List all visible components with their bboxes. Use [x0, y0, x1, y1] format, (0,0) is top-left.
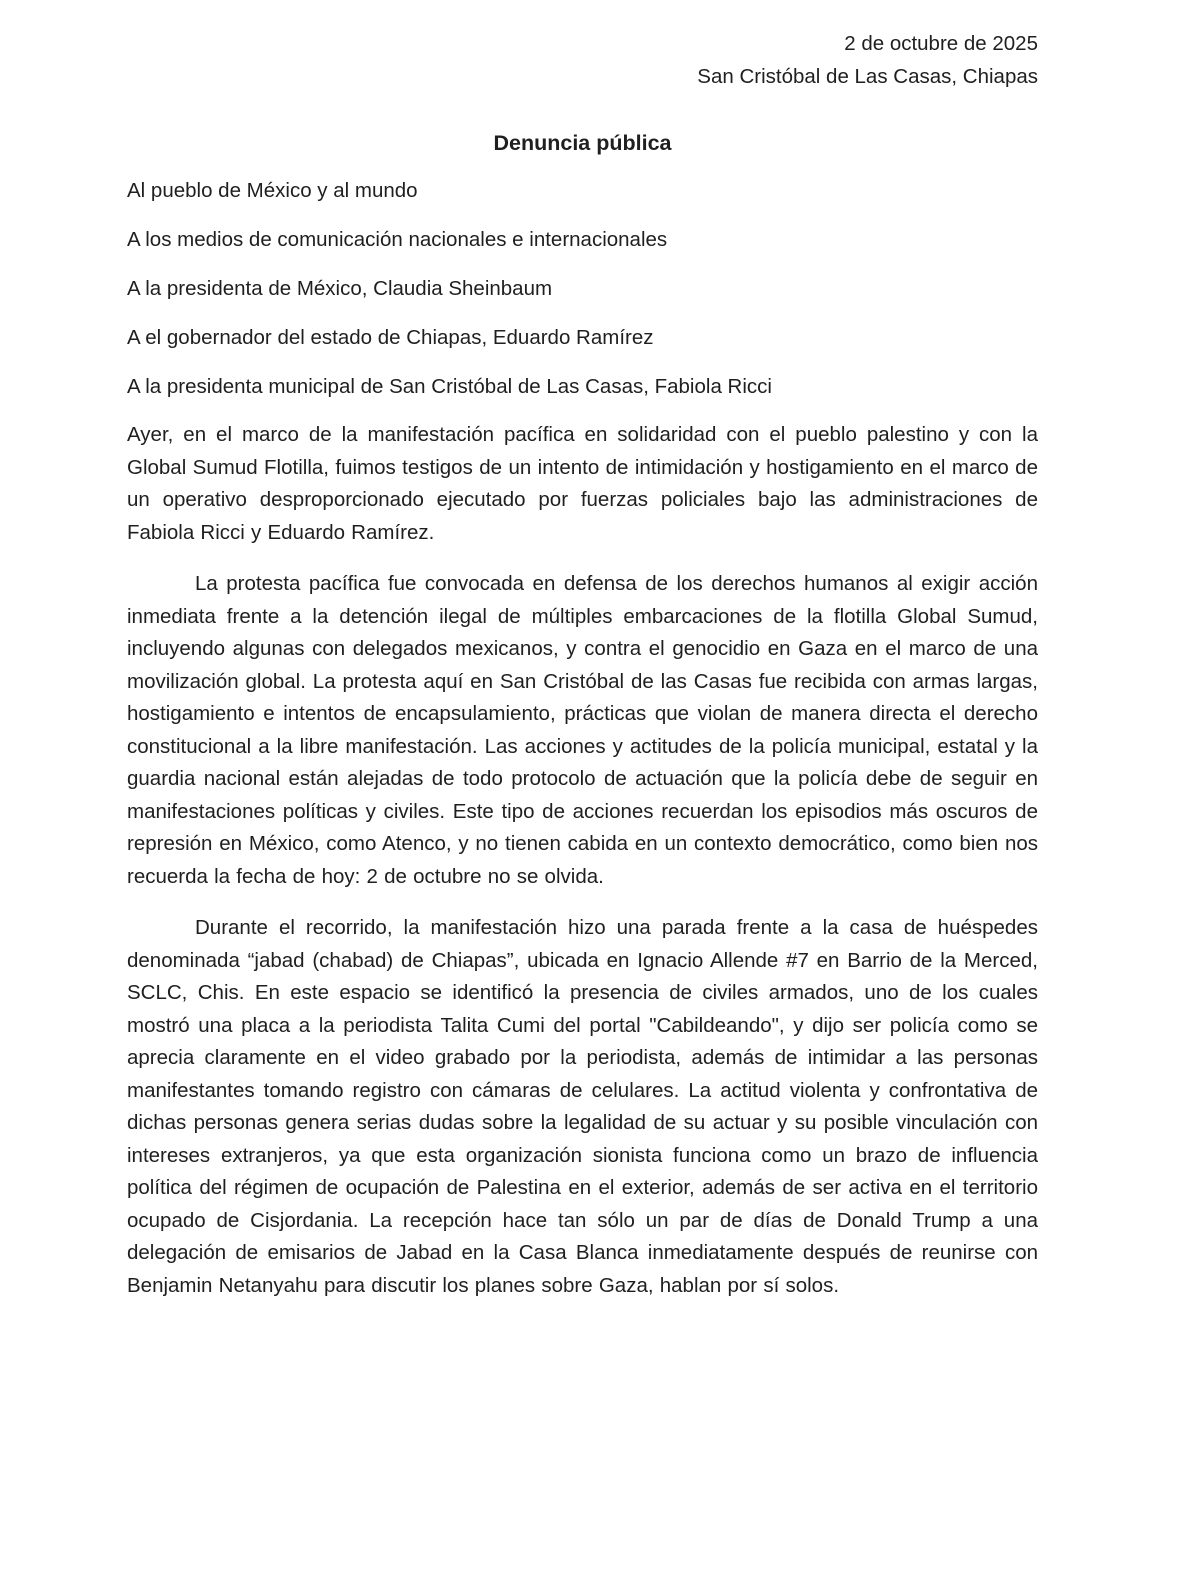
- addressee-line-presidenta-mexico: A la presidenta de México, Claudia Sheinbaum: [127, 277, 553, 300]
- paragraph-recorrido: Durante el recorrido, la manifestación hizo una parada frente a la casa de huéspedes denominada “jabad (chabad) de Chiapas”, ubicada en Ignacio Allende #7 en Barrio de la Merced, SCLC, Chis. En este espacio se identificó la presencia de civiles armados, uno de los cuales mostró una placa a la periodista Talita Cumi del portal "Cabildeando", y dijo ser policía como se aprecia claramente en el video grabado por la periodista, además de intimidar a las personas manifestantes tomando registro con cámaras de celulares. La actitud violenta y confrontativa de dichas personas genera serias dudas sobre la legalidad de su actuar y su posible vinculación con intereses extranjeros, ya que esta organización sionista funciona como un brazo de influencia política del régimen de ocupación de Palestina en el exterior, además de ser activa en el territorio ocupado de Cisjordania. La recepción hace tan sólo un par de días de Donald Trump a una delegación de emisarios de Jabad en la Casa Blanca inmediatamente después de reunirse con Benjamin Netanyahu para discutir los planes sobre Gaza, hablan por sí solos.: [127, 916, 1038, 1297]
- addressee-line-presidenta-municipal: A la presidenta municipal de San Cristóbal de Las Casas, Fabiola Ricci: [127, 375, 772, 398]
- addressee-line-pueblo: Al pueblo de México y al mundo: [127, 179, 418, 202]
- location-line: San Cristóbal de Las Casas, Chiapas: [697, 65, 1038, 88]
- document-title: Denuncia pública: [493, 131, 672, 155]
- addressee-line-gobernador: A el gobernador del estado de Chiapas, Eduardo Ramírez: [127, 326, 654, 349]
- addressee-line-medios: A los medios de comunicación nacionales e internacionales: [127, 228, 668, 251]
- date-block: [127, 27, 1038, 93]
- date-line: 2 de octubre de 2025: [844, 32, 1038, 55]
- paragraph-intro: Ayer, en el marco de la manifestación pacífica en solidaridad con el pueblo palestino y con la Global Sumud Flotilla, fuimos testigos de un intento de intimidación y hostigamiento en el marco de un operativo desproporcionado ejecutado por fuerzas policiales bajo las administraciones de Fabiola Ricci y Eduardo Ramírez.: [127, 423, 1038, 544]
- paragraph-protesta: La protesta pacífica fue convocada en defensa de los derechos humanos al exigir acción inmediata frente a la detención ilegal de múltiples embarcaciones de la flotilla Global Sumud, incluyendo algunas con delegados mexicanos, y contra el genocidio en Gaza en el marco de una movilización global. La protesta aquí en San Cristóbal de las Casas fue recibida con armas largas, hostigamiento e intentos de encapsulamiento, prácticas que violan de manera directa el derecho constitucional a la libre manifestación. Las acciones y actitudes de la policía municipal, estatal y la guardia nacional están alejadas de todo protocolo de actuación que la policía debe de seguir en manifestaciones políticas y civiles. Este tipo de acciones recuerdan los episodios más oscuros de represión en México, como Atenco, y no tienen cabida en un contexto democrático, como bien nos recuerda la fecha de hoy: 2 de octubre no se olvida.: [127, 572, 1038, 888]
